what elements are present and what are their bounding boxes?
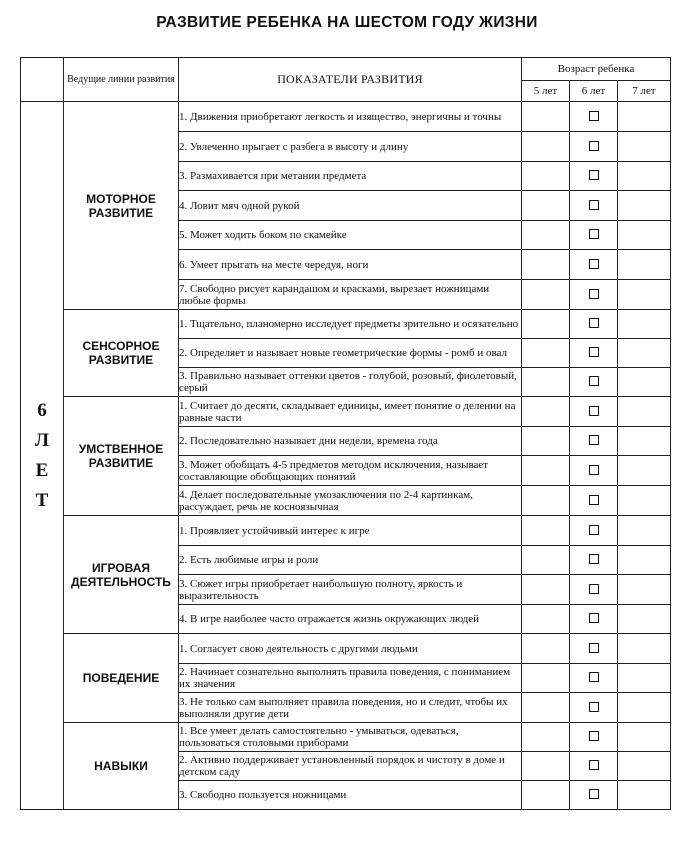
age-6-cell[interactable] [570, 132, 618, 162]
age-5-cell [522, 132, 570, 162]
development-table [20, 57, 671, 810]
header-age: Возраст ребенка [522, 58, 671, 81]
table-row [21, 397, 671, 427]
age-5-cell [522, 456, 570, 486]
header-age-6: 6 лет [570, 81, 618, 102]
checkbox[interactable] [589, 554, 599, 564]
age-5-cell [522, 221, 570, 250]
age-5-cell [522, 310, 570, 339]
indicator-text: 2. Активно поддерживает установленный порядок и чистоту в доме и детском саду [179, 752, 522, 781]
age-7-cell [618, 250, 671, 280]
indicator-text: 2. Определяет и называет новые геометрические формы - ромб и овал [179, 339, 522, 368]
checkbox[interactable] [589, 111, 599, 121]
indicator-text: 1. Согласует свою деятельность с другими людьми [179, 634, 522, 664]
checkbox[interactable] [589, 613, 599, 623]
development-area: НАВЫКИ [64, 723, 179, 810]
indicator-text: 3. Может обобщать 4-5 предметов методом исключения, называет составляющие обобщающих понятий [179, 456, 522, 486]
indicator-text: 5. Может ходить боком по скамейке [179, 221, 522, 250]
age-6-cell[interactable] [570, 723, 618, 752]
age-label-char: Е [35, 459, 49, 481]
table-row [21, 634, 671, 664]
age-6-cell[interactable] [570, 752, 618, 781]
checkbox[interactable] [589, 672, 599, 682]
checkbox[interactable] [589, 170, 599, 180]
indicator-text: 1. Тщательно, планомерно исследует предметы зрительно и осязательно [179, 310, 522, 339]
age-label [21, 102, 64, 810]
age-7-cell [618, 102, 671, 132]
age-6-cell[interactable] [570, 516, 618, 546]
age-6-cell[interactable] [570, 664, 618, 693]
checkbox[interactable] [589, 702, 599, 712]
indicator-text: 3. Не только сам выполняет правила поведения, но и следит, чтобы их выполняли другие дети [179, 693, 522, 723]
age-label-char: Л [34, 429, 50, 451]
age-6-cell[interactable] [570, 368, 618, 397]
development-area: УМСТВЕННОЕ РАЗВИТИЕ [64, 397, 179, 516]
age-7-cell [618, 368, 671, 397]
age-5-cell [522, 516, 570, 546]
age-6-cell[interactable] [570, 162, 618, 191]
indicator-text: 2. Есть любимые игры и роли [179, 546, 522, 575]
table-row [21, 723, 671, 752]
checkbox[interactable] [589, 731, 599, 741]
development-area: ИГРОВАЯ ДЕЯТЕЛЬНОСТЬ [64, 516, 179, 634]
age-7-cell [618, 546, 671, 575]
checkbox[interactable] [589, 141, 599, 151]
checkbox[interactable] [589, 200, 599, 210]
age-5-cell [522, 634, 570, 664]
age-7-cell [618, 162, 671, 191]
age-6-cell[interactable] [570, 605, 618, 634]
age-6-cell[interactable] [570, 250, 618, 280]
indicator-text: 3. Свободно пользуется ножницами [179, 781, 522, 810]
age-6-cell[interactable] [570, 634, 618, 664]
age-7-cell [618, 456, 671, 486]
age-5-cell [522, 664, 570, 693]
age-5-cell [522, 546, 570, 575]
checkbox[interactable] [589, 376, 599, 386]
indicator-text: 2. Последовательно называет дни недели, времена года [179, 427, 522, 456]
age-5-cell [522, 162, 570, 191]
indicator-text: 1. Движения приобретают легкость и изящество, энергичны и точны [179, 102, 522, 132]
age-5-cell [522, 280, 570, 310]
checkbox[interactable] [589, 435, 599, 445]
indicator-text: 3. Сюжет игры приобретает наибольшую полноту, яркость и выразительность [179, 575, 522, 605]
age-5-cell [522, 486, 570, 516]
age-6-cell[interactable] [570, 693, 618, 723]
indicator-text: 1. Считает до десяти, складывает единицы, имеет понятие о делении на равные части [179, 397, 522, 427]
age-7-cell [618, 310, 671, 339]
age-7-cell [618, 752, 671, 781]
age-5-cell [522, 427, 570, 456]
checkbox[interactable] [589, 347, 599, 357]
age-7-cell [618, 664, 671, 693]
indicator-text: 1. Все умеет делать самостоятельно - умываться, одеваться, пользоваться столовыми приборами [179, 723, 522, 752]
age-7-cell [618, 427, 671, 456]
age-6-cell[interactable] [570, 427, 618, 456]
age-6-cell[interactable] [570, 546, 618, 575]
checkbox[interactable] [589, 525, 599, 535]
age-5-cell [522, 723, 570, 752]
age-5-cell [522, 397, 570, 427]
age-5-cell [522, 605, 570, 634]
age-5-cell [522, 575, 570, 605]
checkbox[interactable] [589, 465, 599, 475]
age-6-cell[interactable] [570, 781, 618, 810]
checkbox[interactable] [589, 229, 599, 239]
indicator-text: 6. Умеет прыгать на месте чередуя, ноги [179, 250, 522, 280]
age-6-cell[interactable] [570, 339, 618, 368]
age-5-cell [522, 250, 570, 280]
age-7-cell [618, 221, 671, 250]
age-6-cell[interactable] [570, 191, 618, 221]
indicator-text: 4. В игре наиболее часто отражается жизнь окружающих людей [179, 605, 522, 634]
age-5-cell [522, 752, 570, 781]
age-6-cell[interactable] [570, 280, 618, 310]
checkbox[interactable] [589, 789, 599, 799]
indicator-text: 2. Увлеченно прыгает с разбега в высоту и длину [179, 132, 522, 162]
checkbox[interactable] [589, 584, 599, 594]
header-corner [21, 58, 64, 102]
header-age-7: 7 лет [618, 81, 671, 102]
table-row [21, 310, 671, 339]
checkbox[interactable] [589, 318, 599, 328]
age-6-cell[interactable] [570, 456, 618, 486]
indicator-text: 1. Проявляет устойчивый интерес к игре [179, 516, 522, 546]
age-5-cell [522, 368, 570, 397]
page-title: РАЗВИТИЕ РЕБЕНКА НА ШЕСТОМ ГОДУ ЖИЗНИ [156, 14, 538, 31]
age-6-cell[interactable] [570, 102, 618, 132]
header-indicators: ПОКАЗАТЕЛИ РАЗВИТИЯ [179, 58, 522, 102]
age-7-cell [618, 781, 671, 810]
age-7-cell [618, 605, 671, 634]
age-7-cell [618, 280, 671, 310]
header-age-5: 5 лет [522, 81, 570, 102]
table-row [21, 102, 671, 132]
age-7-cell [618, 132, 671, 162]
indicator-text: 3. Размахивается при метании предмета [179, 162, 522, 191]
checkbox[interactable] [589, 760, 599, 770]
age-6-cell[interactable] [570, 310, 618, 339]
age-7-cell [618, 339, 671, 368]
indicator-text: 3. Правильно называет оттенки цветов - голубой, розовый, фиолетовый, серый [179, 368, 522, 397]
age-6-cell[interactable] [570, 221, 618, 250]
age-7-cell [618, 723, 671, 752]
age-6-cell[interactable] [570, 575, 618, 605]
checkbox[interactable] [589, 643, 599, 653]
age-7-cell [618, 486, 671, 516]
indicator-text: 4. Делает последовательные умозаключения по 2-4 картинкам, рассуждает, речь не косноязычная [179, 486, 522, 516]
age-5-cell [522, 781, 570, 810]
development-area: СЕНСОРНОЕ РАЗВИТИЕ [64, 310, 179, 397]
indicator-text: 2. Начинает сознательно выполнять правила поведения, с пониманием их значения [179, 664, 522, 693]
indicator-text: 4. Ловит мяч одной рукой [179, 191, 522, 221]
checkbox[interactable] [589, 495, 599, 505]
age-5-cell [522, 102, 570, 132]
age-5-cell [522, 191, 570, 221]
age-7-cell [618, 191, 671, 221]
age-label-char: Т [35, 489, 49, 511]
checkbox[interactable] [589, 259, 599, 269]
checkbox[interactable] [589, 406, 599, 416]
age-7-cell [618, 575, 671, 605]
development-area: МОТОРНОЕ РАЗВИТИЕ [64, 102, 179, 310]
age-7-cell [618, 397, 671, 427]
age-5-cell [522, 693, 570, 723]
checkbox[interactable] [589, 289, 599, 299]
header-lines: Ведущие линии развития [64, 58, 179, 102]
age-7-cell [618, 693, 671, 723]
age-6-cell[interactable] [570, 486, 618, 516]
age-6-cell[interactable] [570, 397, 618, 427]
age-7-cell [618, 516, 671, 546]
age-7-cell [618, 634, 671, 664]
age-label-char: 6 [37, 399, 47, 421]
age-5-cell [522, 339, 570, 368]
development-area: ПОВЕДЕНИЕ [64, 634, 179, 723]
indicator-text: 7. Свободно рисует карандашом и красками, вырезает ножницами любые формы [179, 280, 522, 310]
table-row [21, 516, 671, 546]
